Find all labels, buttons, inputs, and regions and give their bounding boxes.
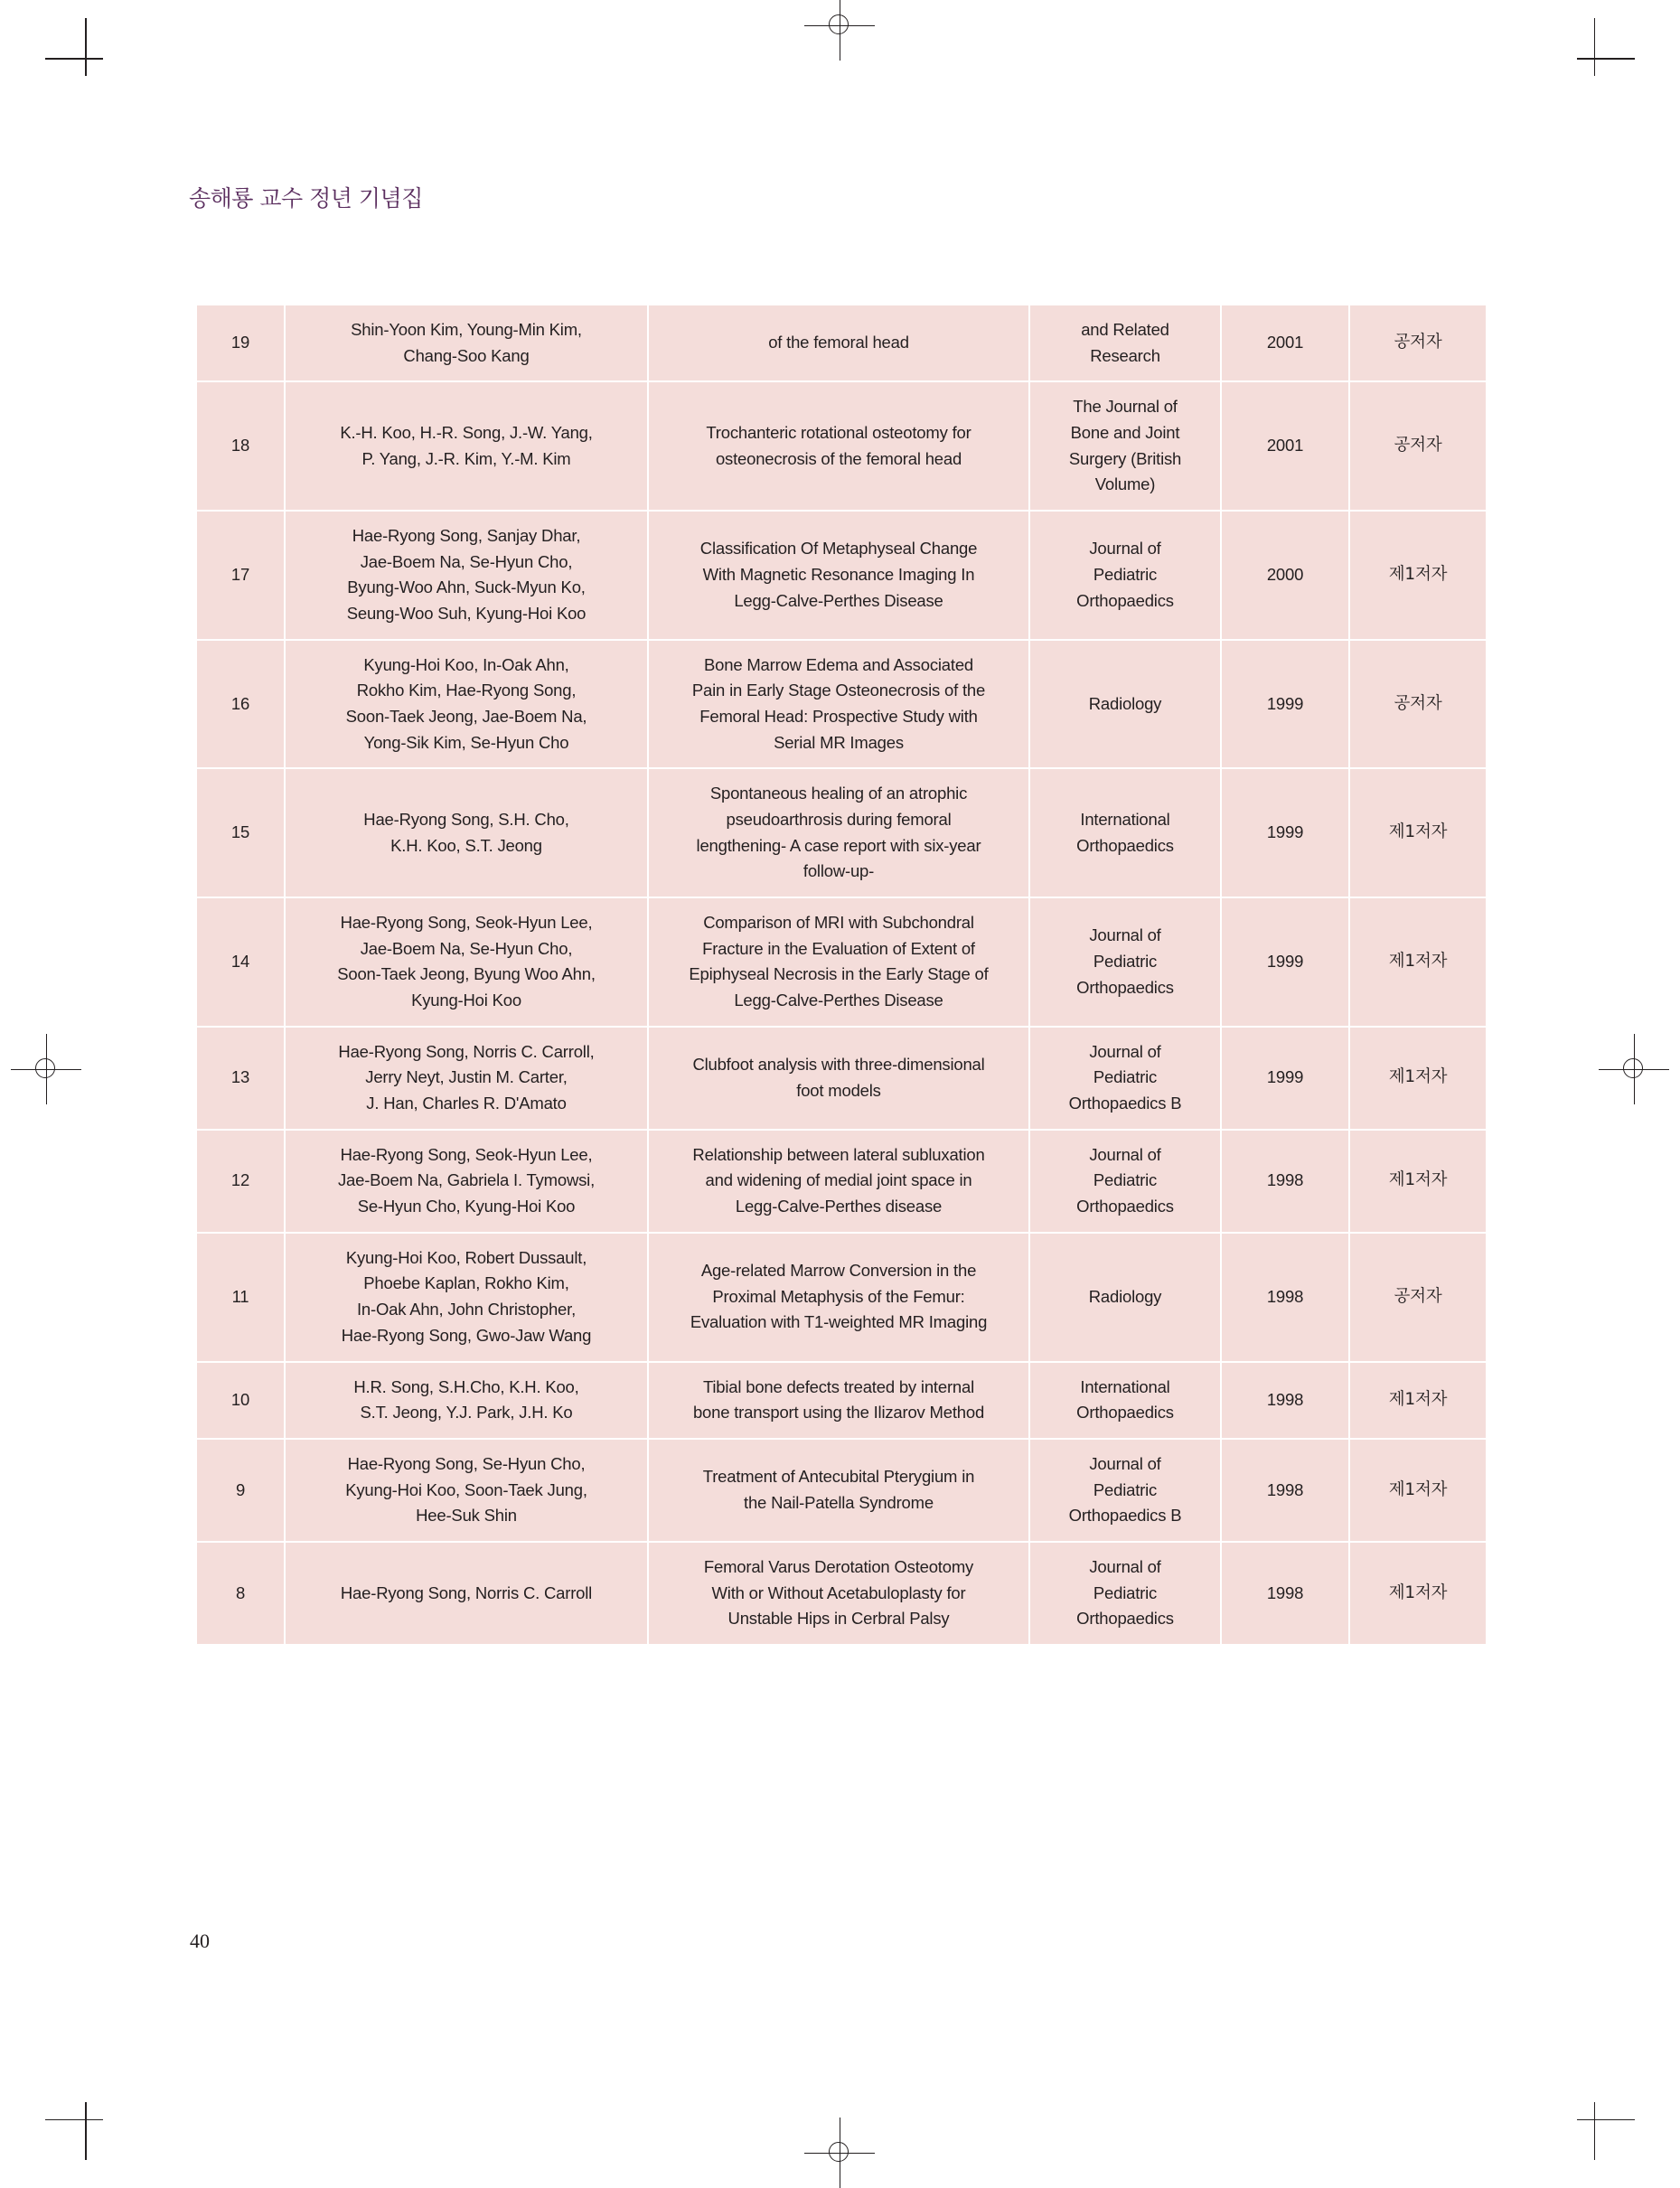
table-cell-authors (286, 512, 647, 639)
table-cell-line: Pediatric (1093, 1479, 1158, 1499)
table-cell-line: H.R. Song, S.H.Cho, K.H. Koo, (353, 1376, 579, 1396)
table-cell-line: Evaluation with T1-weighted MR Imaging (690, 1312, 988, 1332)
table-cell-line: Chang-Soo Kang (403, 345, 530, 365)
table-cell-year: 1999 (1222, 898, 1348, 1026)
table-cell-no: 8 (197, 1543, 284, 1644)
table-cell-line: Yong-Sik Kim, Se-Hyun Cho (363, 732, 569, 752)
table-cell-line: Age-related Marrow Conversion in the (700, 1261, 977, 1281)
table-cell-line: International (1080, 1376, 1170, 1396)
table-cell-title (649, 1543, 1028, 1644)
table-cell-line: Hae-Ryong Song, Se-Hyun Cho, (347, 1453, 586, 1473)
table-row (197, 769, 1486, 897)
page-number: 40 (190, 1930, 210, 1952)
table-cell-authors (286, 1028, 647, 1129)
table-cell-line: bone transport using the Ilizarov Method (692, 1403, 985, 1423)
table-cell-title (649, 1234, 1028, 1361)
table-cell-journal (1030, 382, 1220, 510)
table-row (197, 382, 1486, 510)
table-cell-role: 공저자 (1350, 1234, 1486, 1361)
table-cell-title (649, 305, 1028, 380)
table-cell-year: 1998 (1222, 1440, 1348, 1541)
table-cell-line: Soon-Taek Jeong, Byung Woo Ahn, (337, 964, 596, 984)
table-cell-line: The Journal of (1073, 397, 1178, 417)
table-cell-line: Bone Marrow Edema and Associated (704, 654, 973, 674)
table-cell-role: 제1저자 (1350, 898, 1486, 1026)
table-cell-line: Kyung-Hoi Koo (411, 991, 521, 1010)
table-cell-role: 공저자 (1350, 641, 1486, 768)
table-cell-line: Pediatric (1093, 1067, 1158, 1087)
table-cell-line: Hae-Ryong Song, Norris C. Carroll, (338, 1041, 595, 1061)
table-cell-line: Hae-Ryong Song, Seok-Hyun Lee, (340, 1144, 593, 1164)
table-cell-line: Orthopaedics (1076, 1197, 1174, 1216)
table-cell-title (649, 1440, 1028, 1541)
table-row (197, 898, 1486, 1026)
table-cell-journal (1030, 1363, 1220, 1438)
table-cell-no: 18 (197, 382, 284, 510)
table-row (197, 305, 1486, 380)
table-cell-year: 1999 (1222, 641, 1348, 768)
table-cell-journal (1030, 305, 1220, 380)
table-cell-year: 2001 (1222, 382, 1348, 510)
table-cell-title (649, 512, 1028, 639)
publication-table-container (195, 304, 1473, 1646)
table-cell-title (649, 641, 1028, 768)
table-cell-line: Tibial bone defects treated by internal (702, 1376, 975, 1396)
table-row (197, 1363, 1486, 1438)
table-row (197, 1234, 1486, 1361)
registration-mark-right (1613, 1048, 1655, 1090)
table-cell-line: and Related (1081, 320, 1169, 339)
table-cell-line: pseudoarthrosis during femoral (726, 810, 952, 830)
publication-table-body (197, 305, 1486, 1644)
table-cell-year: 2000 (1222, 512, 1348, 639)
table-cell-line: of the femoral head (768, 333, 909, 352)
table-cell-line: osteonecrosis of the femoral head (715, 448, 962, 468)
table-cell-title (649, 1028, 1028, 1129)
table-cell-line: Fracture in the Evaluation of Extent of (702, 938, 975, 958)
table-cell-role: 제1저자 (1350, 512, 1486, 639)
table-cell-role: 제1저자 (1350, 1131, 1486, 1232)
table-cell-line: Pain in Early Stage Osteonecrosis of the (691, 681, 986, 700)
table-cell-line: foot models (796, 1080, 881, 1100)
table-cell-title (649, 1131, 1028, 1232)
table-cell-line: With Magnetic Resonance Imaging In (702, 565, 975, 585)
table-cell-line: Shin-Yoon Kim, Young-Min Kim, (351, 320, 582, 339)
table-cell-line: Pediatric (1093, 1582, 1158, 1602)
table-cell-line: Kyung-Hoi Koo, In-Oak Ahn, (363, 654, 569, 674)
table-cell-authors (286, 382, 647, 510)
table-cell-line: Hae-Ryong Song, Sanjay Dhar, (352, 526, 581, 546)
page-title: 송해룡 교수 정년 기념집 (189, 185, 423, 211)
table-cell-role: 제1저자 (1350, 769, 1486, 897)
table-cell-no: 15 (197, 769, 284, 897)
registration-mark-bottom (819, 2132, 860, 2174)
registration-mark-left (25, 1048, 67, 1090)
table-cell-line: Hae-Ryong Song, Norris C. Carroll (340, 1582, 593, 1602)
table-cell-no: 14 (197, 898, 284, 1026)
table-cell-line: Legg-Calve-Perthes Disease (734, 590, 943, 610)
table-cell-journal (1030, 1028, 1220, 1129)
table-cell-line: Orthopaedics B (1068, 1094, 1182, 1113)
table-cell-line: Byung-Woo Ahn, Suck-Myun Ko, (347, 578, 586, 597)
table-cell-journal (1030, 769, 1220, 897)
table-cell-journal (1030, 512, 1220, 639)
table-cell-role: 제1저자 (1350, 1440, 1486, 1541)
table-cell-role: 제1저자 (1350, 1028, 1486, 1129)
table-cell-line: Journal of (1089, 1041, 1161, 1061)
table-cell-line: Hae-Ryong Song, Gwo-Jaw Wang (341, 1325, 592, 1345)
table-cell-line: Journal of (1089, 1556, 1161, 1576)
table-row (197, 512, 1486, 639)
table-cell-title (649, 382, 1028, 510)
table-cell-line: Clubfoot analysis with three-dimensional (692, 1055, 985, 1075)
table-cell-line: Classification Of Metaphyseal Change (699, 539, 978, 559)
table-cell-line: Orthopaedics (1076, 1403, 1174, 1423)
table-cell-line: and widening of medial joint space in (705, 1170, 972, 1190)
table-cell-line: With or Without Acetabuloplasty for (711, 1582, 966, 1602)
table-cell-line: Rokho Kim, Hae-Ryong Song, (356, 681, 577, 700)
crop-mark-bottom-left (45, 2102, 103, 2160)
table-cell-line: Radiology (1088, 693, 1162, 713)
table-cell-authors (286, 641, 647, 768)
table-cell-journal (1030, 1131, 1220, 1232)
table-cell-role: 제1저자 (1350, 1543, 1486, 1644)
table-cell-line: S.T. Jeong, Y.J. Park, J.H. Ko (360, 1403, 573, 1423)
table-cell-journal (1030, 1234, 1220, 1361)
table-cell-no: 11 (197, 1234, 284, 1361)
table-cell-no: 10 (197, 1363, 284, 1438)
table-cell-authors (286, 1234, 647, 1361)
table-cell-line: Pediatric (1093, 565, 1158, 585)
table-cell-role: 공저자 (1350, 382, 1486, 510)
table-cell-line: Legg-Calve-Perthes Disease (734, 991, 943, 1010)
table-cell-journal (1030, 1543, 1220, 1644)
table-cell-line: Pediatric (1093, 1170, 1158, 1190)
table-cell-journal (1030, 1440, 1220, 1541)
table-cell-line: In-Oak Ahn, John Christopher, (356, 1300, 577, 1319)
table-cell-line: Kyung-Hoi Koo, Robert Dussault, (345, 1247, 587, 1267)
table-cell-line: Orthopaedics (1076, 977, 1174, 997)
table-cell-role: 제1저자 (1350, 1363, 1486, 1438)
table-cell-no: 16 (197, 641, 284, 768)
table-cell-role: 공저자 (1350, 305, 1486, 380)
table-cell-journal (1030, 898, 1220, 1026)
table-cell-line: Radiology (1088, 1286, 1162, 1306)
table-cell-line: Treatment of Antecubital Pterygium in (702, 1467, 975, 1487)
crop-mark-top-right (1577, 18, 1635, 76)
table-cell-authors (286, 898, 647, 1026)
table-cell-line: Unstable Hips in Cerbral Palsy (727, 1609, 950, 1629)
table-cell-line: Phoebe Kaplan, Rokho Kim, (363, 1273, 569, 1293)
table-row (197, 1131, 1486, 1232)
table-cell-line: Femoral Head: Prospective Study with (699, 707, 978, 727)
table-cell-line: Femoral Varus Derotation Osteotomy (703, 1556, 974, 1576)
table-cell-line: K.-H. Koo, H.-R. Song, J.-W. Yang, (340, 423, 593, 443)
crop-mark-bottom-right (1577, 2102, 1635, 2160)
table-cell-line: Journal of (1089, 1453, 1161, 1473)
table-cell-line: Surgery (British (1068, 448, 1182, 468)
table-cell-line: Journal of (1089, 539, 1161, 559)
table-cell-line: Journal of (1089, 1144, 1161, 1164)
table-cell-line: Epiphyseal Necrosis in the Early Stage of (689, 964, 989, 984)
publication-table (195, 304, 1488, 1646)
table-row (197, 1028, 1486, 1129)
table-cell-line: follow-up- (802, 861, 875, 881)
table-cell-line: Jae-Boem Na, Se-Hyun Cho, (360, 551, 573, 571)
table-cell-line: P. Yang, J.-R. Kim, Y.-M. Kim (361, 448, 571, 468)
table-cell-line: K.H. Koo, S.T. Jeong (390, 835, 542, 855)
table-cell-title (649, 769, 1028, 897)
table-cell-year: 1999 (1222, 1028, 1348, 1129)
table-cell-line: Spontaneous healing of an atrophic (709, 784, 968, 803)
table-cell-line: J. Han, Charles R. D'Amato (366, 1094, 567, 1113)
table-cell-line: Jae-Boem Na, Gabriela I. Tymowsi, (337, 1170, 596, 1190)
table-cell-no: 12 (197, 1131, 284, 1232)
crop-mark-top-left (45, 18, 103, 76)
registration-mark-top (819, 5, 860, 46)
table-cell-no: 9 (197, 1440, 284, 1541)
table-cell-line: Jerry Neyt, Justin M. Carter, (365, 1067, 568, 1087)
table-row (197, 641, 1486, 768)
table-cell-authors (286, 769, 647, 897)
table-row (197, 1543, 1486, 1644)
table-cell-line: Comparison of MRI with Subchondral (703, 913, 974, 933)
table-cell-line: Pediatric (1093, 952, 1158, 972)
table-cell-no: 17 (197, 512, 284, 639)
table-cell-year: 1999 (1222, 769, 1348, 897)
table-cell-title (649, 898, 1028, 1026)
table-cell-year: 1998 (1222, 1234, 1348, 1361)
table-cell-line: Serial MR Images (774, 732, 904, 752)
table-cell-year: 1998 (1222, 1543, 1348, 1644)
table-cell-authors (286, 1543, 647, 1644)
table-cell-no: 13 (197, 1028, 284, 1129)
table-cell-line: Kyung-Hoi Koo, Soon-Taek Jung, (345, 1479, 587, 1499)
table-cell-line: Journal of (1089, 925, 1161, 945)
table-cell-line: Orthopaedics (1076, 835, 1174, 855)
table-cell-line: Proximal Metaphysis of the Femur: (712, 1286, 965, 1306)
table-cell-line: Hee-Suk Shin (416, 1506, 517, 1526)
table-cell-line: Research (1090, 345, 1160, 365)
table-cell-year: 2001 (1222, 305, 1348, 380)
table-cell-line: Soon-Taek Jeong, Jae-Boem Na, (345, 707, 587, 727)
table-cell-line: Hae-Ryong Song, S.H. Cho, (363, 810, 569, 830)
table-cell-authors (286, 305, 647, 380)
table-cell-authors (286, 1131, 647, 1232)
table-cell-line: Seung-Woo Suh, Kyung-Hoi Koo (346, 604, 587, 624)
table-cell-line: Orthopaedics B (1068, 1506, 1182, 1526)
table-cell-line: the Nail-Patella Syndrome (744, 1492, 934, 1512)
table-cell-line: Bone and Joint (1070, 423, 1180, 443)
table-cell-title (649, 1363, 1028, 1438)
table-cell-authors (286, 1440, 647, 1541)
table-cell-authors (286, 1363, 647, 1438)
table-cell-line: Legg-Calve-Perthes disease (735, 1197, 943, 1216)
table-row (197, 1440, 1486, 1541)
table-cell-line: Hae-Ryong Song, Seok-Hyun Lee, (340, 913, 593, 933)
table-cell-year: 1998 (1222, 1131, 1348, 1232)
table-cell-line: Orthopaedics (1076, 590, 1174, 610)
table-cell-line: Trochanteric rotational osteotomy for (706, 423, 971, 443)
table-cell-line: Volume) (1094, 474, 1156, 494)
table-cell-no: 19 (197, 305, 284, 380)
table-cell-line: lengthening- A case report with six-year (696, 835, 981, 855)
table-cell-journal (1030, 641, 1220, 768)
table-cell-year: 1998 (1222, 1363, 1348, 1438)
table-cell-line: Jae-Boem Na, Se-Hyun Cho, (360, 938, 573, 958)
table-cell-line: Se-Hyun Cho, Kyung-Hoi Koo (357, 1197, 576, 1216)
table-cell-line: Orthopaedics (1076, 1609, 1174, 1629)
table-cell-line: Relationship between lateral subluxation (692, 1144, 985, 1164)
table-cell-line: International (1080, 810, 1170, 830)
